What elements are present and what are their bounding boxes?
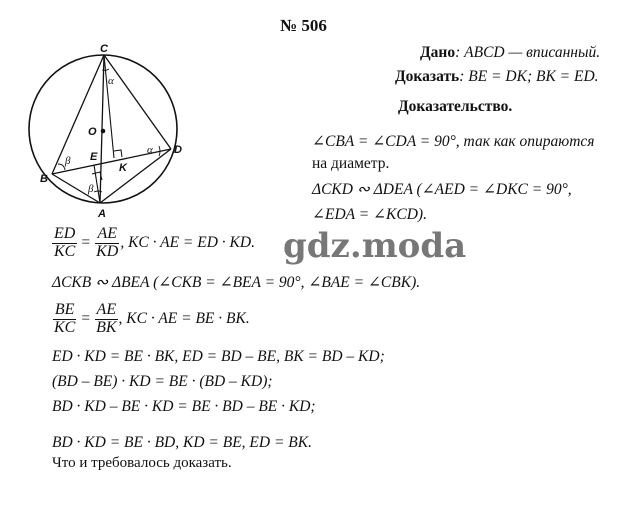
label-e: E [90,151,98,163]
fraction-be-kc: $\frac{BE}{KC}$ [54,301,76,336]
prove-label: Доказать [395,68,460,85]
conclusion: Что и требовалось доказать. [52,455,232,471]
watermark: gdz.moda [283,226,467,266]
equation-line-3: BD · KD – BE · KD = BE · BD – BE · KD; [52,398,316,415]
prove-text: : BE = DK; BK = ED. [459,68,599,85]
proof-line-4: ∠EDA = ∠KCD). [312,206,427,223]
fraction-ae-kd: $\frac{AE}{KD}$ [96,225,119,260]
fraction-ed-kc: $\frac{ED}{KC}$ [54,225,76,260]
similarity-line-2: ΔCKB ∾ ΔBEA (∠CKB = ∠BEA = 90°, ∠BAE = ∠CBK). [52,274,421,291]
angle-label-beta-a: β [88,183,94,195]
angle-arc-b [58,164,65,170]
equation-line-2: (BD – BE) · KD = BE · (BD – KD); [52,373,273,390]
equation-line-1: ED · KD = BE · BK, ED = BD – BE, BK = BD – KD; [52,348,385,365]
given-text: : ABCD — вписанный. [455,44,601,61]
proof-line-2: на диаметр. [312,155,390,172]
prove-statement [395,68,599,86]
center-point [101,129,106,134]
label-a: A [98,208,106,220]
label-c: C [100,43,108,55]
label-o: O [88,126,97,138]
final-equation: BD · KD = BE · BD, KD = BE, ED = BK. [52,434,312,451]
proof-line-1: ∠CBA = ∠CDA = 90°, так как опираются [312,133,595,150]
problem-number: № 506 [280,16,327,35]
given-statement [420,44,600,62]
perpendicular-ae [94,165,100,203]
proportion-2-tail: , KC · AE = BE · BK. [118,310,250,328]
angle-label-alpha-c: α [108,75,114,87]
label-k: K [119,162,127,174]
geometry-diagram [28,40,208,222]
proof-heading: Доказательство. [398,98,513,115]
angle-label-beta-b: β [65,155,71,167]
segment-cd [104,55,171,149]
label-b: B [40,173,48,185]
angle-label-alpha-d: α [147,144,153,156]
right-angle-k [114,150,122,157]
fraction-ae-bk: $\frac{AE}{BK}$ [96,301,117,336]
label-d: D [174,144,182,156]
given-label: Дано [420,44,456,61]
proportion-1-tail: , KC · AE = ED · KD. [120,234,255,252]
proportion-line-2: $\frac{BE}{KC}$ = $\frac{AE}{BK}$ , KC · AE = BE · BK. [54,301,250,336]
proof-line-3: ΔCKD ∾ ΔDEA (∠AED = ∠DKC = 90°, [312,181,572,198]
proportion-line-1: $\frac{ED}{KC}$ = $\frac{AE}{KD}$ , KC · AE = ED · KD. [54,225,255,260]
